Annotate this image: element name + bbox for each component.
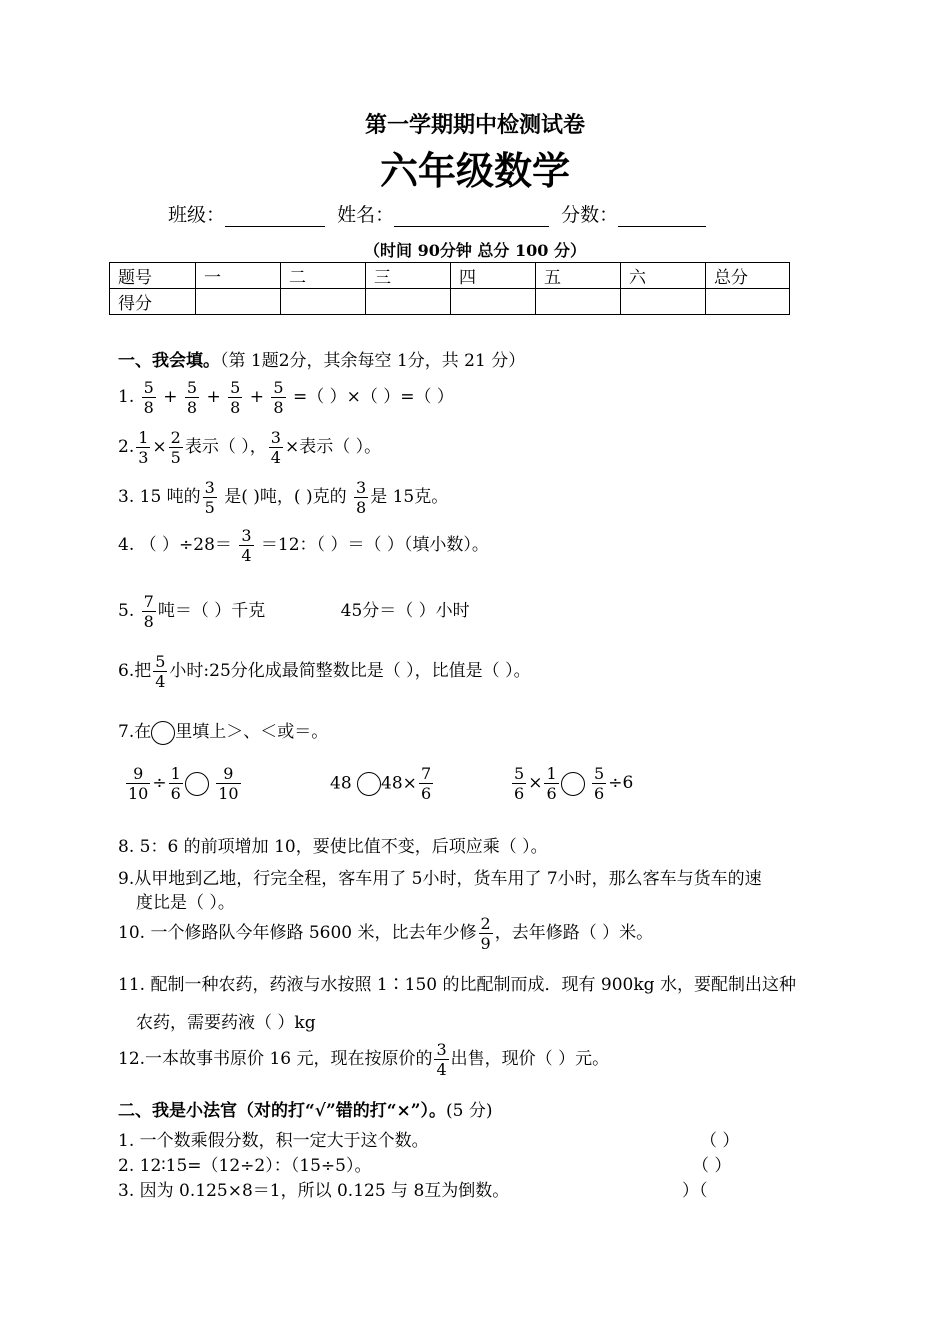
plus-sign: +: [249, 387, 264, 407]
plus-sign: +: [206, 387, 221, 407]
question-1: [118, 378, 454, 417]
table-cell: 总分: [706, 263, 790, 289]
section2-heading: 二、我是小法官（对的打“√”错的打“×”）。: [118, 1101, 447, 1121]
score-input-cell[interactable]: [451, 289, 536, 315]
fraction: $\frac{5}{4}$: [155, 652, 166, 691]
answer-blank[interactable]: 小时:25分化成最简整数比是（ ），比值是（ ）。: [169, 661, 531, 681]
compare-item-3: [510, 764, 633, 803]
score-input-cell[interactable]: [621, 289, 706, 315]
fraction: $\frac{5}{8}$: [230, 378, 241, 417]
table-cell: 五: [536, 263, 621, 289]
class-field[interactable]: [225, 208, 325, 227]
question-text: 6.把: [118, 661, 152, 681]
table-cell: 四: [451, 263, 536, 289]
fraction: $\frac{3}{8}$: [356, 478, 367, 517]
answer-blank[interactable]: 表示（ ），: [184, 437, 267, 457]
compare-item-2: [330, 764, 435, 803]
section2-note: (5 分): [446, 1101, 493, 1121]
name-field[interactable]: [394, 208, 549, 227]
question-5: [118, 592, 470, 631]
table-cell: 三: [366, 263, 451, 289]
fraction: $\frac{1}{6}$: [546, 764, 557, 803]
answer-blank[interactable]: 出售，现价（ ）元。: [450, 1049, 610, 1069]
question-11-line1: 11. 配制一种农药，药液与水按照 1∶150 的比配制而成．现有 900kg 水，要配制出这种: [118, 975, 796, 995]
question-9-line2[interactable]: 度比是（ ）。: [136, 893, 235, 913]
judge-answer-3[interactable]: ）（: [682, 1181, 708, 1201]
fraction: $\frac{2}{9}$: [480, 914, 491, 953]
score-input-cell[interactable]: [706, 289, 790, 315]
exam-subtitle: 第一学期期中检测试卷: [364, 112, 585, 138]
score-table-score-row: [110, 289, 790, 315]
fraction: $\frac{7}{8}$: [143, 592, 154, 631]
question-number: 2.: [118, 437, 135, 457]
fraction: $\frac{9}{10}$: [128, 764, 149, 803]
answer-blanks[interactable]: =（ ）×（ ）=（ ）: [292, 387, 454, 407]
score-table: [109, 262, 790, 315]
name-label: 姓名：: [337, 204, 395, 226]
fraction: $\frac{5}{8}$: [143, 378, 154, 417]
table-cell: 二: [281, 263, 366, 289]
fraction: $\frac{9}{10}$: [218, 764, 239, 803]
page-title: 六年级数学: [379, 148, 570, 193]
fraction: $\frac{2}{5}$: [170, 428, 181, 467]
times-sign: ×: [528, 773, 543, 793]
answer-blank[interactable]: 吨＝（ ）千克: [157, 601, 266, 621]
question-number: 5.: [118, 601, 135, 621]
score-input-cell[interactable]: [366, 289, 451, 315]
fraction: $\frac{5}{8}$: [186, 378, 198, 417]
number: 48: [330, 773, 352, 794]
section1-heading: 一、我会填。: [118, 351, 220, 371]
plus-sign: +: [163, 387, 178, 407]
answer-blank[interactable]: 是( )吨，( )克的: [224, 487, 347, 507]
table-cell: 题号: [110, 263, 196, 289]
circle-icon: [151, 721, 175, 745]
question-3: [118, 478, 448, 517]
number: ÷6: [608, 773, 634, 793]
table-cell: 一: [196, 263, 281, 289]
question-11-line2[interactable]: 农药，需要药液（ ）kg: [136, 1013, 316, 1033]
question-text: 12.一本故事书原价 16 元，现在按原价的: [118, 1049, 433, 1069]
judge-answer-2[interactable]: （ ）: [692, 1156, 732, 1176]
question-text: 3. 15 吨的: [118, 487, 201, 507]
score-label: 分数：: [561, 204, 619, 226]
question-text: 是 15克。: [370, 487, 449, 507]
fraction: $\frac{1}{6}$: [170, 764, 181, 803]
question-text: 10. 一个修路队今年修路 5600 米，比去年少修: [118, 923, 477, 943]
compare-item-1: [124, 764, 243, 803]
fraction: $\frac{7}{6}$: [420, 764, 432, 803]
answer-blank[interactable]: ×表示（ ）。: [284, 437, 382, 457]
answer-blank[interactable]: ＝12：（ ）＝（ ）（填小数）。: [260, 535, 489, 555]
question-text: 里填上＞、＜或＝。: [175, 722, 329, 742]
compare-circle[interactable]: [357, 772, 381, 796]
question-text: 7.在: [118, 722, 152, 742]
score-table-header-row: [110, 263, 790, 289]
compare-circle[interactable]: [185, 772, 209, 796]
fraction: $\frac{1}{3}$: [138, 428, 149, 467]
question-4: [118, 526, 489, 565]
question-2: [118, 428, 381, 467]
fraction: $\frac{3}{5}$: [204, 478, 215, 517]
question-6: [118, 652, 531, 691]
section1-heading-row: [118, 346, 525, 371]
score-input-cell[interactable]: [196, 289, 281, 315]
fraction: $\frac{3}{4}$: [436, 1040, 447, 1079]
answer-blank[interactable]: 4. （ ）÷28＝: [118, 535, 232, 555]
compare-circle[interactable]: [561, 772, 585, 796]
answer-blank[interactable]: ，去年修路（ ）米。: [494, 923, 654, 943]
table-cell: 得分: [110, 289, 196, 315]
time-note: （时间 90分钟 总分 100 分）: [364, 241, 586, 260]
judge-answer-1[interactable]: （ ）: [700, 1131, 740, 1151]
fraction: $\frac{3}{4}$: [270, 428, 281, 467]
judge-question-2: 2. 12∶15=（12÷2）：（15÷5）。: [118, 1156, 372, 1176]
section2-heading-row: [118, 1096, 493, 1121]
divide-sign: ÷: [152, 773, 167, 793]
question-12: [118, 1040, 609, 1079]
table-cell: 六: [621, 263, 706, 289]
answer-blank[interactable]: 45分＝（ ）小时: [340, 601, 470, 621]
judge-question-1: 1. 一个数乘假分数，积一定大于这个数。: [118, 1131, 429, 1151]
number: 48×: [381, 773, 417, 794]
question-8: 8. 5：6 的前项增加 10，要使比值不变，后项应乘（ ）。: [118, 837, 548, 857]
student-info-row: [168, 200, 706, 227]
class-label: 班级：: [168, 204, 226, 226]
fraction: $\frac{5}{8}$: [273, 378, 284, 417]
fraction: $\frac{5}{6}$: [514, 764, 525, 803]
score-input-cell[interactable]: [281, 289, 366, 315]
question-9-line1: 9.从甲地到乙地，行完全程，客车用了 5小时，货车用了 7小时，那么客车与货车的速: [118, 869, 762, 889]
score-field[interactable]: [618, 208, 706, 227]
question-number: 1.: [118, 387, 135, 407]
question-10: [118, 914, 653, 953]
times-sign: ×: [152, 437, 167, 457]
score-input-cell[interactable]: [536, 289, 621, 315]
fraction: $\frac{3}{4}$: [241, 526, 252, 565]
fraction: $\frac{5}{6}$: [594, 764, 605, 803]
section1-note: （第 1题2分，其余每空 1分，共 21 分）: [220, 351, 526, 371]
judge-question-3: 3. 因为 0.125×8＝1，所以 0.125 与 8互为倒数。: [118, 1181, 510, 1201]
question-7: [118, 717, 328, 745]
